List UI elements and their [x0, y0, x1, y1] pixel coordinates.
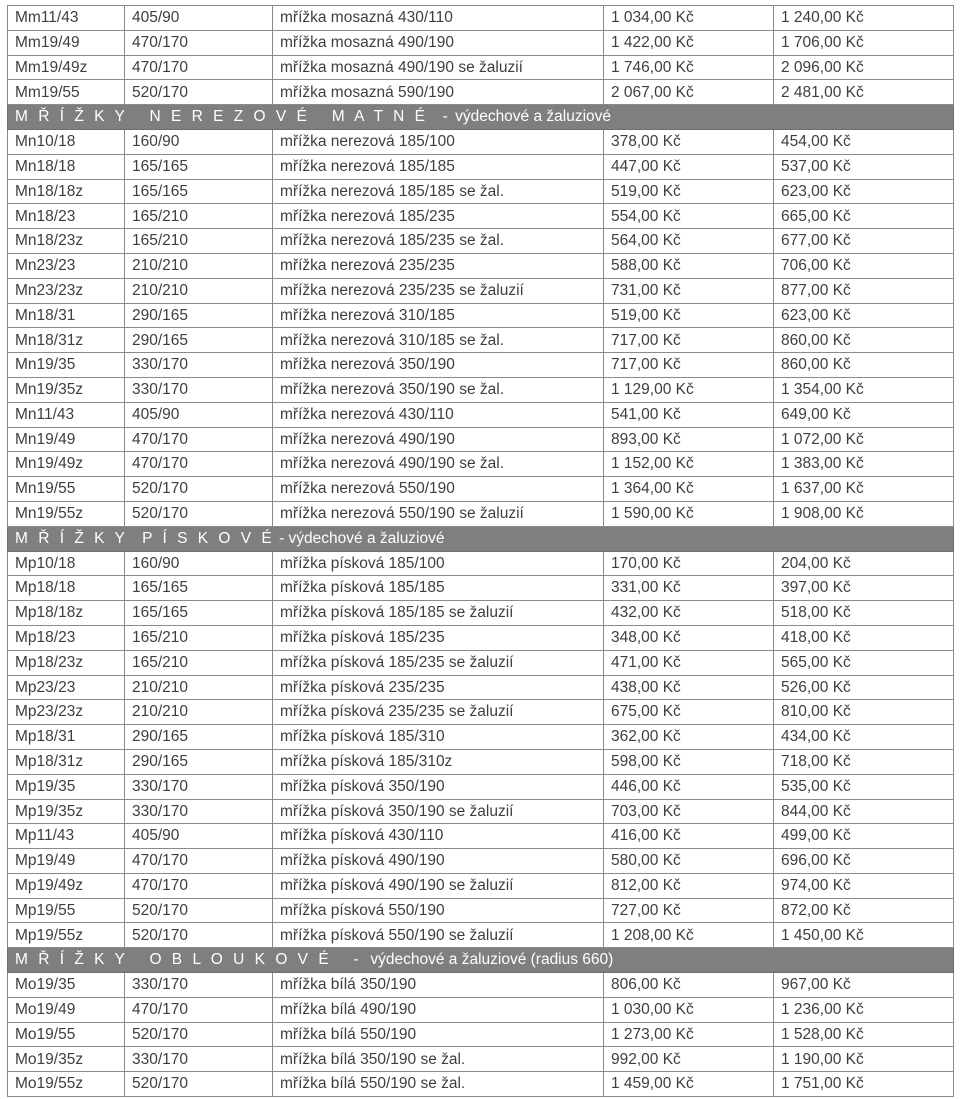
size-cell: 470/170: [125, 55, 273, 80]
product-code-cell: Mn11/43: [8, 402, 125, 427]
size-cell: 520/170: [125, 501, 273, 526]
price-vat-cell: 623,00 Kč: [774, 179, 954, 204]
price-table: [7, 5, 954, 1097]
price-vat-cell: 696,00 Kč: [774, 849, 954, 874]
price-cell: 170,00 Kč: [604, 551, 774, 576]
table-row: [8, 204, 954, 229]
price-vat-cell: 1 190,00 Kč: [774, 1047, 954, 1072]
product-name-cell: mřížka písková 490/190 se žaluzií: [273, 873, 604, 898]
price-vat-cell: 418,00 Kč: [774, 625, 954, 650]
price-vat-cell: 526,00 Kč: [774, 675, 954, 700]
product-code-cell: Mn18/31: [8, 303, 125, 328]
size-cell: 290/165: [125, 725, 273, 750]
product-code-cell: Mn18/18z: [8, 179, 125, 204]
product-code-cell: Mp18/18z: [8, 601, 125, 626]
table-row: [8, 6, 954, 31]
size-cell: 165/210: [125, 650, 273, 675]
product-code-cell: Mn19/55z: [8, 501, 125, 526]
product-code-cell: Mn18/31z: [8, 328, 125, 353]
table-row: [8, 253, 954, 278]
price-cell: 2 067,00 Kč: [604, 80, 774, 105]
table-row: [8, 601, 954, 626]
product-name-cell: mřížka nerezová 550/190 se žaluzií: [273, 501, 604, 526]
price-cell: 432,00 Kč: [604, 601, 774, 626]
size-cell: 330/170: [125, 353, 273, 378]
product-code-cell: Mn19/55: [8, 477, 125, 502]
size-cell: 330/170: [125, 973, 273, 998]
product-name-cell: mřížka písková 550/190 se žaluzií: [273, 923, 604, 948]
price-cell: 731,00 Kč: [604, 278, 774, 303]
table-row: [8, 873, 954, 898]
price-table-body: [8, 6, 954, 1097]
product-code-cell: Mn10/18: [8, 129, 125, 154]
section-header: [8, 948, 954, 973]
size-cell: 470/170: [125, 849, 273, 874]
product-name-cell: mřížka nerezová 185/235: [273, 204, 604, 229]
product-code-cell: Mo19/35: [8, 973, 125, 998]
product-code-cell: Mp11/43: [8, 824, 125, 849]
product-name-cell: mřížka nerezová 350/190: [273, 353, 604, 378]
table-row: [8, 154, 954, 179]
price-vat-cell: 860,00 Kč: [774, 353, 954, 378]
price-cell: 598,00 Kč: [604, 749, 774, 774]
price-vat-cell: 810,00 Kč: [774, 700, 954, 725]
price-cell: 446,00 Kč: [604, 774, 774, 799]
price-cell: 1 459,00 Kč: [604, 1072, 774, 1097]
size-cell: 470/170: [125, 427, 273, 452]
product-name-cell: mřížka písková 350/190 se žaluzií: [273, 799, 604, 824]
product-name-cell: mřížka písková 430/110: [273, 824, 604, 849]
price-vat-cell: 454,00 Kč: [774, 129, 954, 154]
price-cell: 1 208,00 Kč: [604, 923, 774, 948]
price-vat-cell: 665,00 Kč: [774, 204, 954, 229]
product-code-cell: Mp19/35: [8, 774, 125, 799]
price-cell: 703,00 Kč: [604, 799, 774, 824]
size-cell: 290/165: [125, 303, 273, 328]
price-cell: 1 746,00 Kč: [604, 55, 774, 80]
product-name-cell: mřížka bílá 490/190: [273, 997, 604, 1022]
table-row: [8, 328, 954, 353]
product-name-cell: mřížka písková 185/310: [273, 725, 604, 750]
price-vat-cell: 537,00 Kč: [774, 154, 954, 179]
product-name-cell: mřížka nerezová 550/190: [273, 477, 604, 502]
price-vat-cell: 974,00 Kč: [774, 873, 954, 898]
price-vat-cell: 1 751,00 Kč: [774, 1072, 954, 1097]
product-name-cell: mřížka písková 350/190: [273, 774, 604, 799]
product-name-cell: mřížka písková 185/185 se žaluzií: [273, 601, 604, 626]
price-cell: 1 590,00 Kč: [604, 501, 774, 526]
price-cell: 893,00 Kč: [604, 427, 774, 452]
table-row: [8, 402, 954, 427]
size-cell: 405/90: [125, 402, 273, 427]
price-vat-cell: 1 383,00 Kč: [774, 452, 954, 477]
price-cell: 717,00 Kč: [604, 328, 774, 353]
size-cell: 520/170: [125, 80, 273, 105]
product-name-cell: mřížka bílá 350/190: [273, 973, 604, 998]
size-cell: 520/170: [125, 923, 273, 948]
table-row: [8, 55, 954, 80]
product-name-cell: mřížka mosazná 430/110: [273, 6, 604, 31]
product-code-cell: Mo19/55: [8, 1022, 125, 1047]
product-name-cell: mřížka písková 185/100: [273, 551, 604, 576]
size-cell: 160/90: [125, 129, 273, 154]
table-row: [8, 179, 954, 204]
price-cell: 541,00 Kč: [604, 402, 774, 427]
table-row: [8, 576, 954, 601]
section-title: M Ř Í Ž K Y N E R E Z O V É M A T N É -: [15, 108, 451, 126]
product-name-cell: mřížka nerezová 310/185 se žal.: [273, 328, 604, 353]
table-row: [8, 625, 954, 650]
section-header-row: [8, 526, 954, 551]
price-cell: 580,00 Kč: [604, 849, 774, 874]
product-name-cell: mřížka písková 185/310z: [273, 749, 604, 774]
table-row: [8, 650, 954, 675]
price-cell: 416,00 Kč: [604, 824, 774, 849]
table-row: [8, 849, 954, 874]
size-cell: 160/90: [125, 551, 273, 576]
size-cell: 330/170: [125, 377, 273, 402]
product-name-cell: mřížka nerezová 235/235 se žaluzií: [273, 278, 604, 303]
price-vat-cell: 877,00 Kč: [774, 278, 954, 303]
size-cell: 165/165: [125, 576, 273, 601]
product-name-cell: mřížka nerezová 430/110: [273, 402, 604, 427]
table-row: [8, 898, 954, 923]
product-name-cell: mřížka nerezová 310/185: [273, 303, 604, 328]
price-cell: 675,00 Kč: [604, 700, 774, 725]
product-code-cell: Mm19/55: [8, 80, 125, 105]
price-vat-cell: 397,00 Kč: [774, 576, 954, 601]
size-cell: 520/170: [125, 1022, 273, 1047]
product-name-cell: mřížka mosazná 590/190: [273, 80, 604, 105]
price-cell: 812,00 Kč: [604, 873, 774, 898]
product-name-cell: mřížka písková 490/190: [273, 849, 604, 874]
price-vat-cell: 844,00 Kč: [774, 799, 954, 824]
price-cell: 471,00 Kč: [604, 650, 774, 675]
price-vat-cell: 872,00 Kč: [774, 898, 954, 923]
price-vat-cell: 2 096,00 Kč: [774, 55, 954, 80]
product-code-cell: Mm19/49z: [8, 55, 125, 80]
price-cell: 588,00 Kč: [604, 253, 774, 278]
table-row: [8, 997, 954, 1022]
table-row: [8, 427, 954, 452]
price-vat-cell: 204,00 Kč: [774, 551, 954, 576]
price-vat-cell: 1 072,00 Kč: [774, 427, 954, 452]
product-name-cell: mřížka nerezová 490/190 se žal.: [273, 452, 604, 477]
table-row: [8, 129, 954, 154]
price-vat-cell: 677,00 Kč: [774, 229, 954, 254]
size-cell: 165/210: [125, 625, 273, 650]
size-cell: 165/210: [125, 204, 273, 229]
size-cell: 520/170: [125, 477, 273, 502]
table-row: [8, 824, 954, 849]
product-code-cell: Mp19/49z: [8, 873, 125, 898]
product-code-cell: Mp19/55: [8, 898, 125, 923]
product-code-cell: Mn18/18: [8, 154, 125, 179]
price-cell: 1 422,00 Kč: [604, 30, 774, 55]
product-name-cell: mřížka nerezová 185/185 se žal.: [273, 179, 604, 204]
product-name-cell: mřížka bílá 550/190: [273, 1022, 604, 1047]
product-code-cell: Mp18/31z: [8, 749, 125, 774]
section-title: M Ř Í Ž K Y O B L O U K O V É -: [15, 951, 362, 969]
product-code-cell: Mp18/23z: [8, 650, 125, 675]
section-header-row: [8, 105, 954, 130]
size-cell: 520/170: [125, 1072, 273, 1097]
product-code-cell: Mo19/55z: [8, 1072, 125, 1097]
size-cell: 405/90: [125, 824, 273, 849]
product-name-cell: mřížka nerezová 235/235: [273, 253, 604, 278]
product-code-cell: Mp19/55z: [8, 923, 125, 948]
price-vat-cell: 2 481,00 Kč: [774, 80, 954, 105]
price-cell: 1 273,00 Kč: [604, 1022, 774, 1047]
size-cell: 210/210: [125, 700, 273, 725]
product-name-cell: mřížka nerezová 185/185: [273, 154, 604, 179]
price-cell: 727,00 Kč: [604, 898, 774, 923]
table-row: [8, 923, 954, 948]
section-subtitle: výdechové a žaluziové: [450, 108, 612, 126]
price-cell: 447,00 Kč: [604, 154, 774, 179]
size-cell: 470/170: [125, 873, 273, 898]
size-cell: 330/170: [125, 774, 273, 799]
price-vat-cell: 860,00 Kč: [774, 328, 954, 353]
price-cell: 519,00 Kč: [604, 303, 774, 328]
size-cell: 290/165: [125, 749, 273, 774]
table-row: [8, 1047, 954, 1072]
size-cell: 470/170: [125, 452, 273, 477]
table-row: [8, 774, 954, 799]
product-name-cell: mřížka mosazná 490/190 se žaluzií: [273, 55, 604, 80]
price-cell: 806,00 Kč: [604, 973, 774, 998]
table-row: [8, 725, 954, 750]
price-cell: 1 030,00 Kč: [604, 997, 774, 1022]
table-row: [8, 973, 954, 998]
table-row: [8, 749, 954, 774]
price-cell: 554,00 Kč: [604, 204, 774, 229]
price-vat-cell: 1 450,00 Kč: [774, 923, 954, 948]
product-code-cell: Mp10/18: [8, 551, 125, 576]
product-code-cell: Mp19/49: [8, 849, 125, 874]
price-cell: 1 129,00 Kč: [604, 377, 774, 402]
price-cell: 717,00 Kč: [604, 353, 774, 378]
section-header: [8, 526, 954, 551]
price-vat-cell: 1 706,00 Kč: [774, 30, 954, 55]
product-code-cell: Mp19/35z: [8, 799, 125, 824]
product-code-cell: Mp18/18: [8, 576, 125, 601]
product-code-cell: Mn19/35: [8, 353, 125, 378]
size-cell: 470/170: [125, 997, 273, 1022]
price-vat-cell: 1 908,00 Kč: [774, 501, 954, 526]
product-code-cell: Mn18/23: [8, 204, 125, 229]
product-code-cell: Mp23/23: [8, 675, 125, 700]
table-row: [8, 303, 954, 328]
table-row: [8, 229, 954, 254]
section-header-row: [8, 948, 954, 973]
table-row: [8, 675, 954, 700]
product-code-cell: Mn19/49z: [8, 452, 125, 477]
price-cell: 438,00 Kč: [604, 675, 774, 700]
product-code-cell: Mn23/23z: [8, 278, 125, 303]
product-name-cell: mřížka písková 185/235: [273, 625, 604, 650]
price-vat-cell: 518,00 Kč: [774, 601, 954, 626]
size-cell: 165/165: [125, 601, 273, 626]
size-cell: 210/210: [125, 253, 273, 278]
product-name-cell: mřížka bílá 350/190 se žal.: [273, 1047, 604, 1072]
product-code-cell: Mm19/49: [8, 30, 125, 55]
product-name-cell: mřížka nerezová 490/190: [273, 427, 604, 452]
product-code-cell: Mo19/35z: [8, 1047, 125, 1072]
product-name-cell: mřížka bílá 550/190 se žal.: [273, 1072, 604, 1097]
product-code-cell: Mo19/49: [8, 997, 125, 1022]
product-code-cell: Mp18/23: [8, 625, 125, 650]
table-row: [8, 1022, 954, 1047]
price-vat-cell: 718,00 Kč: [774, 749, 954, 774]
price-cell: 564,00 Kč: [604, 229, 774, 254]
table-row: [8, 278, 954, 303]
product-code-cell: Mn18/23z: [8, 229, 125, 254]
product-code-cell: Mn19/49: [8, 427, 125, 452]
size-cell: 290/165: [125, 328, 273, 353]
product-code-cell: Mn19/35z: [8, 377, 125, 402]
product-name-cell: mřížka nerezová 185/100: [273, 129, 604, 154]
price-cell: 348,00 Kč: [604, 625, 774, 650]
product-code-cell: Mm11/43: [8, 6, 125, 31]
table-row: [8, 551, 954, 576]
price-vat-cell: 1 236,00 Kč: [774, 997, 954, 1022]
product-code-cell: Mp18/31: [8, 725, 125, 750]
price-cell: 378,00 Kč: [604, 129, 774, 154]
price-vat-cell: 1 240,00 Kč: [774, 6, 954, 31]
size-cell: 165/210: [125, 229, 273, 254]
product-name-cell: mřížka nerezová 350/190 se žal.: [273, 377, 604, 402]
product-name-cell: mřížka písková 235/235 se žaluzií: [273, 700, 604, 725]
price-cell: 362,00 Kč: [604, 725, 774, 750]
section-title: M Ř Í Ž K Y P Í S K O V É: [15, 529, 275, 547]
price-vat-cell: 1 637,00 Kč: [774, 477, 954, 502]
price-vat-cell: 499,00 Kč: [774, 824, 954, 849]
table-row: [8, 452, 954, 477]
product-name-cell: mřížka nerezová 185/235 se žal.: [273, 229, 604, 254]
section-subtitle: výdechové a žaluziové (radius 660): [361, 951, 614, 969]
product-code-cell: Mn23/23: [8, 253, 125, 278]
table-row: [8, 700, 954, 725]
price-vat-cell: 649,00 Kč: [774, 402, 954, 427]
size-cell: 470/170: [125, 30, 273, 55]
price-vat-cell: 967,00 Kč: [774, 973, 954, 998]
product-name-cell: mřížka mosazná 490/190: [273, 30, 604, 55]
price-cell: 519,00 Kč: [604, 179, 774, 204]
price-vat-cell: 434,00 Kč: [774, 725, 954, 750]
product-code-cell: Mp23/23z: [8, 700, 125, 725]
table-row: [8, 799, 954, 824]
price-vat-cell: 1 354,00 Kč: [774, 377, 954, 402]
price-vat-cell: 706,00 Kč: [774, 253, 954, 278]
size-cell: 520/170: [125, 898, 273, 923]
price-cell: 1 364,00 Kč: [604, 477, 774, 502]
section-header: [8, 105, 954, 130]
table-row: [8, 501, 954, 526]
product-name-cell: mřížka písková 550/190: [273, 898, 604, 923]
size-cell: 330/170: [125, 1047, 273, 1072]
price-vat-cell: 535,00 Kč: [774, 774, 954, 799]
table-row: [8, 30, 954, 55]
price-vat-cell: 623,00 Kč: [774, 303, 954, 328]
product-name-cell: mřížka písková 235/235: [273, 675, 604, 700]
section-subtitle: - výdechové a žaluziové: [274, 529, 445, 547]
size-cell: 210/210: [125, 675, 273, 700]
price-cell: 992,00 Kč: [604, 1047, 774, 1072]
table-row: [8, 80, 954, 105]
price-vat-cell: 565,00 Kč: [774, 650, 954, 675]
price-cell: 331,00 Kč: [604, 576, 774, 601]
table-row: [8, 477, 954, 502]
size-cell: 210/210: [125, 278, 273, 303]
product-name-cell: mřížka písková 185/235 se žaluzií: [273, 650, 604, 675]
price-cell: 1 152,00 Kč: [604, 452, 774, 477]
product-name-cell: mřížka písková 185/185: [273, 576, 604, 601]
size-cell: 330/170: [125, 799, 273, 824]
size-cell: 165/165: [125, 154, 273, 179]
size-cell: 165/165: [125, 179, 273, 204]
table-row: [8, 377, 954, 402]
price-cell: 1 034,00 Kč: [604, 6, 774, 31]
price-vat-cell: 1 528,00 Kč: [774, 1022, 954, 1047]
table-row: [8, 353, 954, 378]
size-cell: 405/90: [125, 6, 273, 31]
table-row: [8, 1072, 954, 1097]
